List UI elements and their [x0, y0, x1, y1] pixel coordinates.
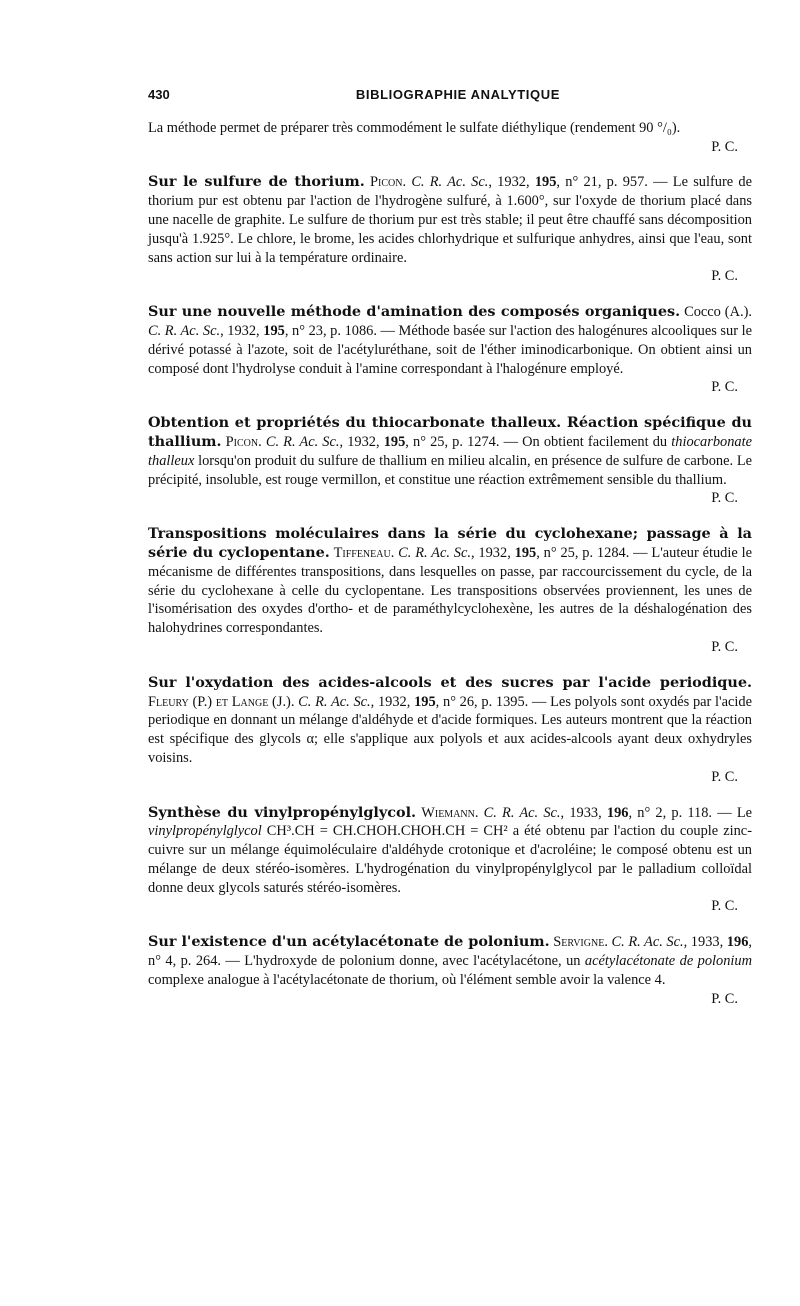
entry-author: Wiemann. [421, 804, 479, 821]
entry-body: — Les polyols sont oxydés par l'acide periodique en donnant un mélange d'aldéhyde et d'acide formiques. Les auteurs montrent que la réaction est spécifique des glycols α; elle s'applique aux polyols et aux acides-alcools ayant deux oxhydryles voisins. [148, 693, 753, 766]
entry-year: , 1933, [683, 934, 727, 951]
entry-journal: C. R. Ac. Sc. [398, 544, 471, 561]
entry-author: Servigne. [553, 934, 608, 951]
entry-body: lorsqu'on produit du sulfure de thallium en milieu alcalin, en présence de sulfure de carbone. Le précipité, insoluble, est rouge vermillon, et constitue une réaction extrêmement sensible du thallium. [148, 452, 752, 488]
entry-journal: C. R. Ac. Sc. [148, 322, 221, 339]
running-title: BIBLIOGRAPHIE ANALYTIQUE [355, 87, 560, 102]
entry-text [148, 525, 752, 638]
entry-number-page: , n° 25, p. 1284. [536, 544, 630, 561]
entry-signoff: P. C. [711, 990, 738, 1007]
entry-signoff: P. C. [711, 898, 738, 915]
abstract-entry [148, 933, 752, 1008]
entry-signoff: P. C. [711, 490, 738, 507]
entry-body-italic: vinylpropénylglycol [148, 823, 262, 840]
entry-title: Sur une nouvelle méthode d'amination des composés organiques. [148, 303, 681, 321]
entry-text [148, 804, 752, 898]
entry-year: , 1932, [470, 544, 515, 561]
entry-body: — On obtient facilement du [499, 433, 672, 450]
running-header [148, 86, 752, 105]
entry-number-page: , n° 23, p. 1086. [284, 322, 377, 339]
entry-journal: C. R. Ac. Sc. [411, 174, 489, 191]
entry-volume: 195 [383, 433, 406, 450]
entry-volume: 196 [726, 934, 749, 951]
entry-signoff: P. C. [711, 638, 738, 655]
entry-signoff: P. C. [711, 768, 738, 785]
entry-body: — Méthode basée sur l'action des halogénures alcooliques sur le dérivé potassé à l'azote, soit de l'acétyluréthane, soit de l'éther iminodicarbonique. On obtient ainsi un composé dont l'hydrolyse conduit à l'amine correspondant à l'halogénure employé. [148, 322, 752, 377]
entry-number-page: , n° 4, p. 264. [148, 934, 752, 970]
entry-text [148, 933, 752, 989]
entry-title: Obtention et propriétés du thiocarbonate thalleux. Réaction spécifique du thallium. [148, 414, 752, 450]
entry-year: , 1932, [370, 693, 415, 710]
entry-author: Picon. [370, 174, 407, 191]
entry-number-page: , n° 26, p. 1395. [435, 693, 529, 710]
entry-title: Sur l'oxydation des acides-alcools et des sucres par l'acide periodique. [148, 673, 752, 691]
entry-text [148, 674, 752, 768]
entry-text [148, 414, 752, 489]
abstract-entry [148, 525, 752, 657]
abstract-entry [148, 674, 752, 787]
entry-volume: 195 [534, 174, 557, 191]
entry-title: Sur le sulfure de thorium. [148, 173, 365, 191]
entry-title: Transpositions moléculaires dans la série du cyclohexane; passage à la série du cyclopentane. [148, 525, 752, 561]
entry-body-italic: thiocarbonate thalleux [148, 433, 752, 469]
entry-body: — L'auteur étudie le mécanisme de différentes transpositions, dans lesquelles on passe, par raccourcissement du cycle, de la série du cyclohexane à celle du cyclopentane. Les transpositions observées proviennent, les unes de l'isomérisation des oxydes d'ortho- et de paraméthylcyclohexène, les autres de la déshalogénation des halohydrines correspondantes. [148, 544, 752, 637]
entry-journal: C. R. Ac. Sc. [265, 433, 340, 450]
entry-journal: C. R. Ac. Sc. [298, 693, 371, 710]
entry-number-page: , n° 25, p. 1274. [405, 433, 500, 450]
entry-number-page: , n° 2, p. 118. [628, 804, 713, 821]
entry-body: — Le [712, 804, 752, 821]
entry-body: CH³.CH = CH.CHOH.CHOH.CH = CH² a été obtenu par l'action du couple zinc-cuivre sur un mélange équimoléculaire d'aldéhyde crotonique et d'acroléine; le composé obtenu est un mélange de deux stéréo-isomères. L'hydrogénation du vinylpropénylglycol par le palladium colloïdal donne deux glycols saturés stéréo-isomères. [148, 823, 752, 896]
abstract-entry [148, 303, 752, 397]
entry-year: , 1933, [560, 804, 607, 821]
entry-body-italic: acétylacétonate de polonium [584, 953, 752, 970]
entry-number-page: , n° 21, p. 957. [556, 174, 648, 191]
entry-body: — Le sulfure de thorium pur est obtenu par l'action de l'hydrogène sulfuré, à 1.600°, sur l'oxyde de thorium placé dans une nacelle de graphite. Le sulfure de thorium pur est très stable; il peut être chauffé sans décomposition jusqu'à 1.925°. Le chlore, le brome, les acides chlorhydrique et sulfurique anhydres, ainsi que l'eau, sont sans action sur lui à la température ordinaire. [148, 174, 752, 266]
intro-paragraph: La méthode permet de préparer très commodément le sulfate diéthylique (rendement 90 °/₀). [148, 119, 681, 136]
entry-text [148, 173, 752, 267]
entry-title: Sur l'existence d'un acétylacétonate de polonium. [148, 933, 550, 951]
entry-text [148, 303, 752, 378]
entry-journal: C. R. Ac. Sc. [483, 804, 561, 821]
entry-volume: 195 [514, 544, 537, 561]
entry-author: Picon. [225, 433, 262, 450]
entry-year: , 1932, [220, 322, 264, 339]
entry-author: Cocco (A.). [684, 304, 752, 321]
entry-body: — L'hydroxyde de polonium donne, avec l'acétylacétone, un [221, 953, 585, 970]
entry-signoff: P. C. [711, 379, 738, 396]
entry-author: Tiffeneau. [333, 544, 395, 561]
entry-volume: 195 [414, 693, 436, 710]
entry-volume: 195 [263, 322, 285, 339]
abstract-entry [148, 804, 752, 917]
page-number: 430 [148, 87, 170, 102]
entry-signoff: P. C. [711, 268, 738, 285]
entry-year: , 1932, [488, 174, 535, 191]
entry-volume: 196 [606, 804, 629, 821]
abstract-entry [148, 414, 752, 508]
entry-journal: C. R. Ac. Sc. [611, 934, 684, 951]
entry-author: Fleury (P.) et Lange (J.). [148, 693, 295, 710]
abstract-entry [148, 173, 752, 286]
entry-body: complexe analogue à l'acétylacétonate de thorium, où l'élément semble avoir la valence 4. [148, 971, 666, 988]
page [148, 86, 752, 1008]
entry-title: Synthèse du vinylpropénylglycol. [148, 803, 417, 821]
entry-year: , 1932, [339, 433, 384, 450]
intro-signoff: P. C. [711, 138, 738, 155]
